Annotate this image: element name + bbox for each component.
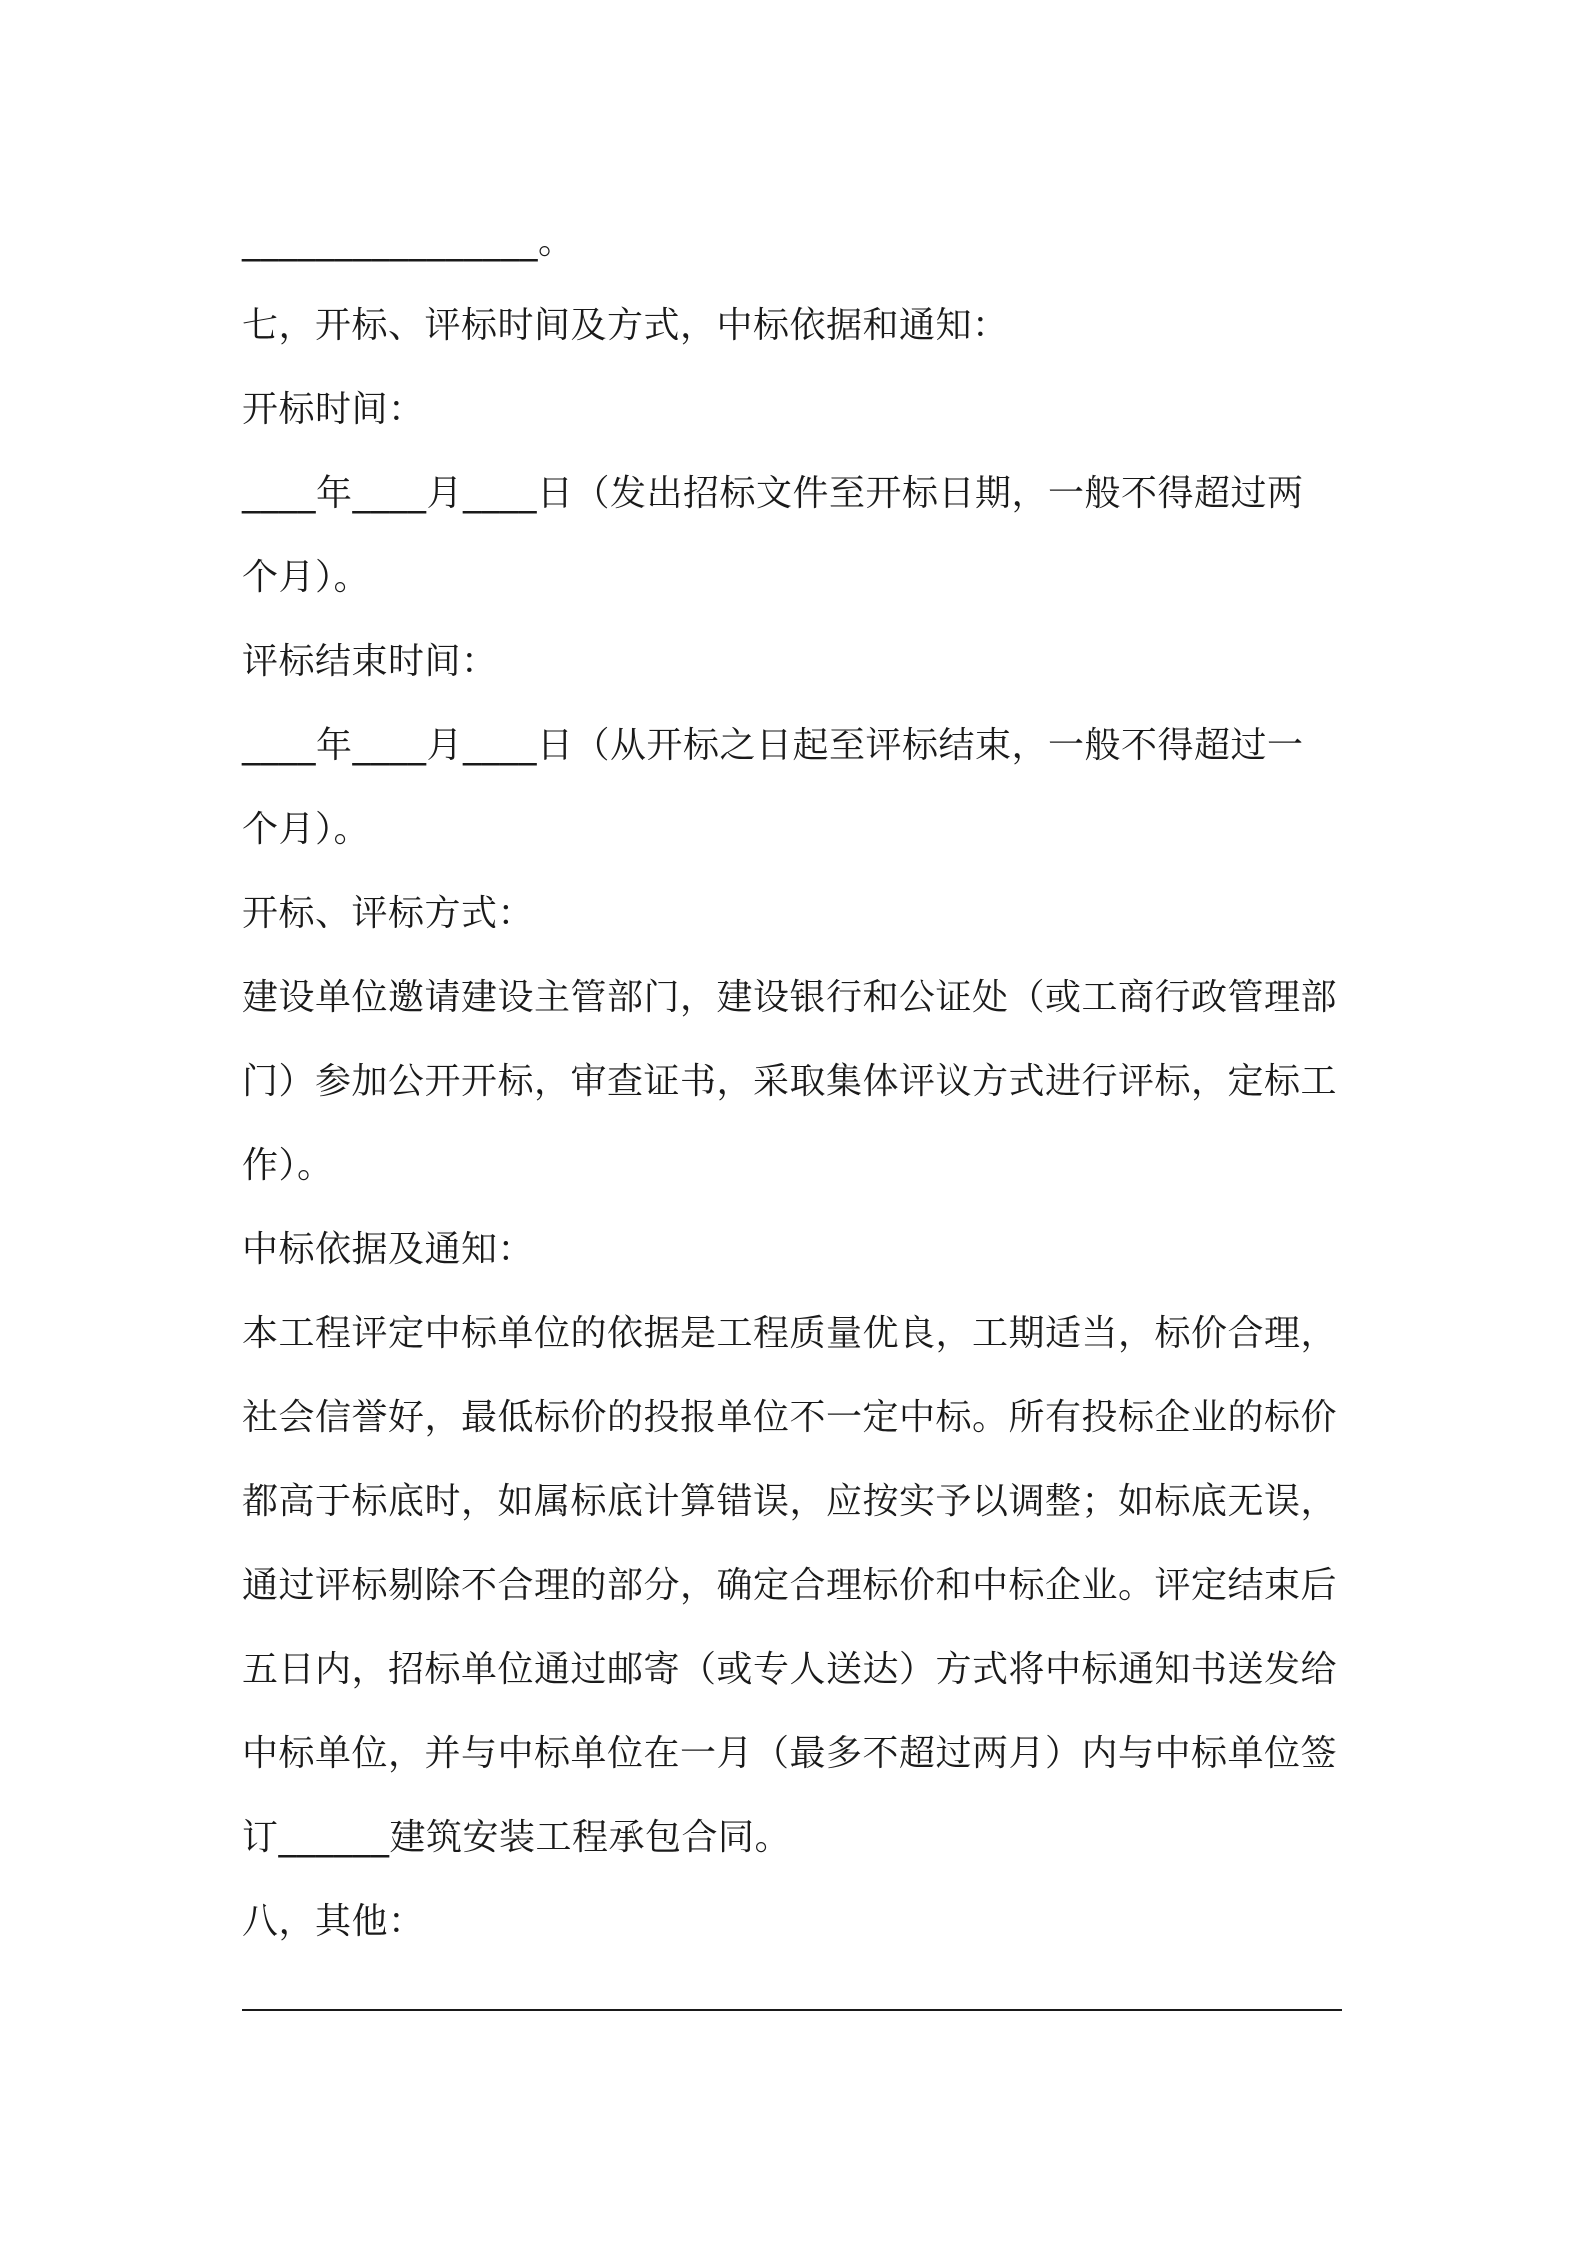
opening-evaluation-method-label: 开标、评标方式： bbox=[242, 893, 535, 934]
award-basis-label: 中标依据及通知： bbox=[242, 1229, 535, 1270]
award-paragraph-line-2: 社会信誉好，最低标价的投报单位不一定中标。所有投标企业的标价 bbox=[242, 1397, 1338, 1438]
section-7-heading: 七，开标、评标时间及方式，中标依据和通知： bbox=[242, 305, 1009, 346]
section-8-heading: 八，其他： bbox=[242, 1901, 425, 1942]
evaluation-end-time-value: ____年____月____日（从开标之日起至评标结束，一般不得超过一 bbox=[242, 725, 1304, 766]
evaluation-end-time-value-cont: 个月）。 bbox=[242, 809, 371, 850]
method-paragraph-line-2: 门）参加公开开标，审查证书，采取集体评议方式进行评标，定标工 bbox=[242, 1061, 1338, 1102]
award-paragraph-line-1: 本工程评定中标单位的依据是工程质量优良，工期适当，标价合理， bbox=[242, 1313, 1338, 1354]
award-paragraph-line-6: 中标单位，并与中标单位在一月（最多不超过两月）内与中标单位签 bbox=[242, 1733, 1338, 1774]
blank-fill-line bbox=[242, 2009, 1342, 2011]
blank-line-ending: ________________。 bbox=[242, 221, 575, 262]
method-paragraph-line-1: 建设单位邀请建设主管部门，建设银行和公证处（或工商行政管理部 bbox=[242, 977, 1338, 1018]
method-paragraph-line-3: 作）。 bbox=[242, 1145, 334, 1186]
award-paragraph-line-4: 通过评标剔除不合理的部分，确定合理标价和中标企业。评定结束后 bbox=[242, 1565, 1338, 1606]
award-paragraph-line-5: 五日内，招标单位通过邮寄（或专人送达）方式将中标通知书送发给 bbox=[242, 1649, 1338, 1690]
evaluation-end-time-label: 评标结束时间： bbox=[242, 641, 498, 682]
bid-opening-time-value-cont: 个月）。 bbox=[242, 557, 371, 598]
bid-opening-time-label: 开标时间： bbox=[242, 389, 425, 430]
bid-opening-time-value: ____年____月____日（发出招标文件至开标日期，一般不得超过两 bbox=[242, 473, 1304, 514]
award-paragraph-line-7: 订______建筑安装工程承包合同。 bbox=[242, 1817, 792, 1858]
award-paragraph-line-3: 都高于标底时，如属标底计算错误，应按实予以调整；如标底无误， bbox=[242, 1481, 1338, 1522]
document-body bbox=[242, 200, 1358, 1964]
